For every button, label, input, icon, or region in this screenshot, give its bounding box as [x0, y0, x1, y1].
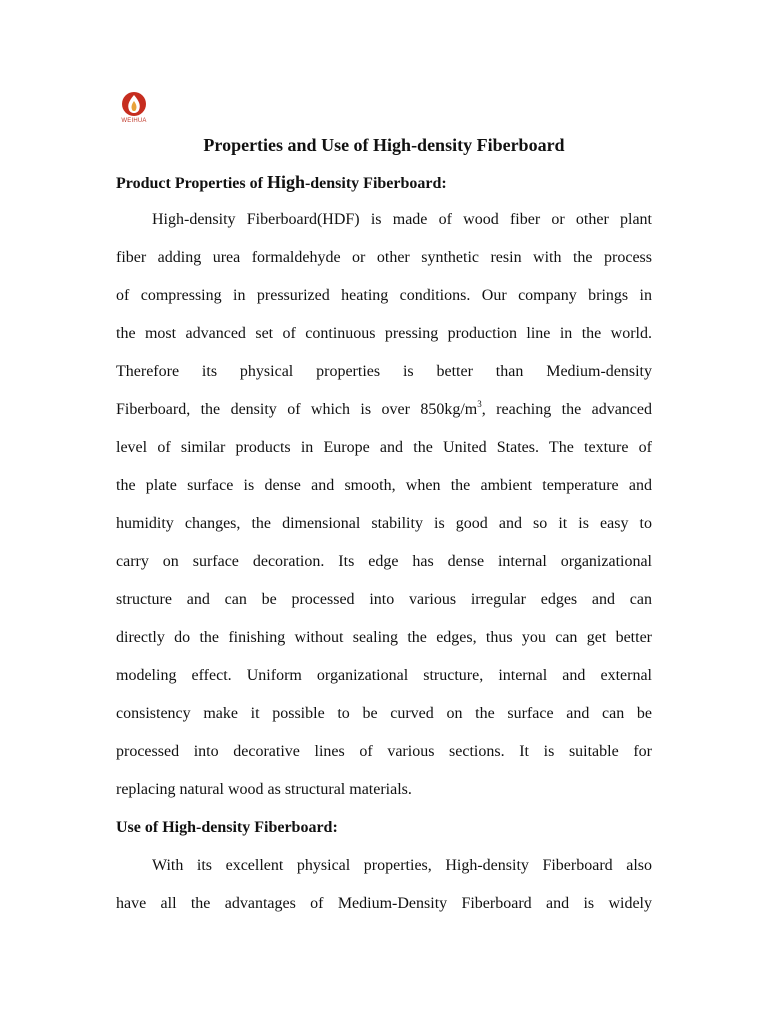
heading-text-pre: Product Properties of [116, 175, 267, 192]
paragraph-line: of compressing in pressurized heating conditions. Our company brings in [116, 287, 652, 304]
paragraph-line: consistency make it possible to be curved on the surface and can be [116, 705, 652, 722]
paragraph-line: directly do the finishing without sealing the edges, thus you can get better [116, 629, 652, 646]
paragraph-line: carry on surface decoration. Its edge has dense internal organizational [116, 553, 652, 570]
section-heading-use: Use of High-density Fiberboard: [116, 819, 338, 836]
density-text: Fiberboard, the density of which is over 850kg/m [116, 401, 478, 418]
paragraph-line: modeling effect. Uniform organizational structure, internal and external [116, 667, 652, 684]
heading-text-post: -density Fiberboard: [304, 175, 447, 192]
flame-logo-icon [116, 90, 152, 118]
company-logo [116, 90, 152, 126]
paragraph-line: humidity changes, the dimensional stability is good and so it is easy to [116, 515, 652, 532]
paragraph-line-last: replacing natural wood as structural materials. [116, 781, 412, 798]
paragraph-line: Therefore its physical properties is better than Medium-density [116, 363, 652, 380]
paragraph-line: With its excellent physical properties, High-density Fiberboard also [152, 857, 652, 874]
paragraph-line: level of similar products in Europe and the United States. The texture of [116, 439, 652, 456]
logo-text: WEIHUA [121, 118, 147, 124]
paragraph-line: the most advanced set of continuous pressing production line in the world. [116, 325, 652, 342]
paragraph-line: structure and can be processed into various irregular edges and can [116, 591, 652, 608]
density-text-post: , reaching the advanced [481, 401, 653, 418]
paragraph-line: fiber adding urea formaldehyde or other synthetic resin with the process [116, 249, 652, 266]
section-heading-properties [116, 170, 447, 196]
heading-text-big: High [266, 172, 305, 192]
paragraph-line: processed into decorative lines of various sections. It is suitable for [116, 743, 652, 760]
paragraph-line: High-density Fiberboard(HDF) is made of wood fiber or other plant [152, 211, 652, 228]
paragraph-line: the plate surface is dense and smooth, when the ambient temperature and [116, 477, 652, 494]
document-title: Properties and Use of High-density Fiberboard [203, 135, 565, 155]
paragraph-line-density [116, 399, 652, 421]
superscript-3: 3 [477, 399, 482, 409]
paragraph-line: have all the advantages of Medium-Density Fiberboard and is widely [116, 895, 652, 912]
